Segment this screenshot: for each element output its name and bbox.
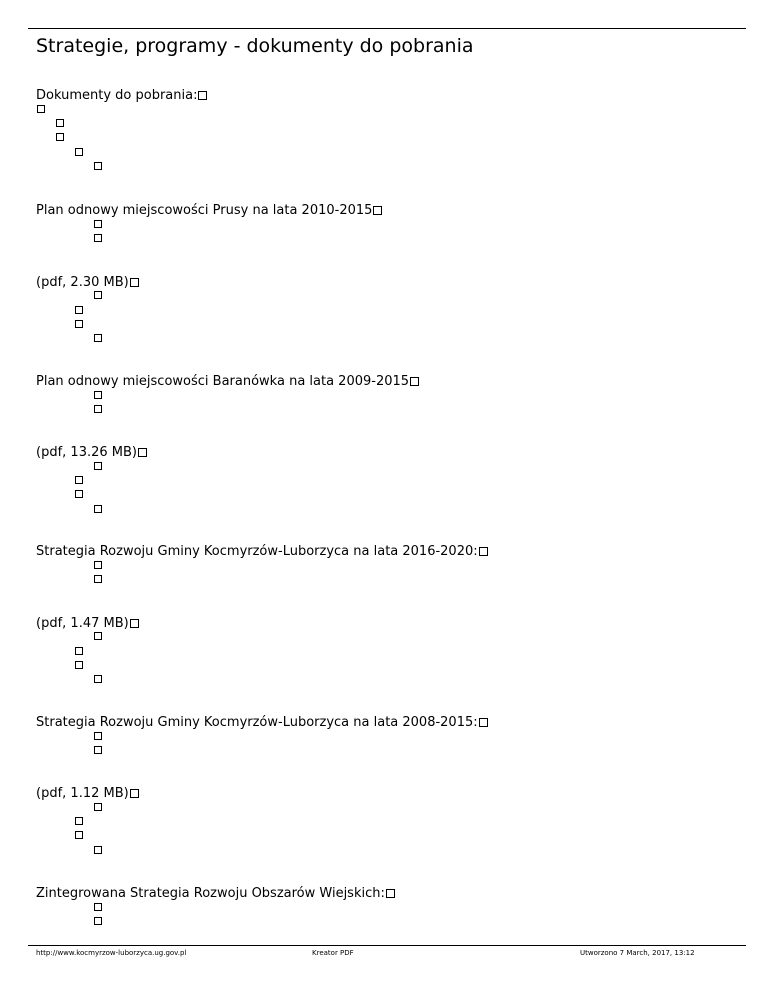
missing-glyph-icon — [94, 505, 102, 513]
missing-glyph-icon — [75, 320, 83, 328]
intro-text: Dokumenty do pobrania: — [36, 88, 198, 103]
missing-glyph-icon — [198, 91, 207, 100]
missing-glyph-icon — [94, 846, 102, 854]
footer-created: Utworzono 7 March, 2017, 13:12 — [580, 949, 695, 957]
doc4-meta: (pdf, 1.12 MB) — [36, 786, 129, 801]
missing-glyph-icon — [37, 105, 45, 113]
doc5-title-line[interactable] — [36, 886, 395, 902]
missing-glyph-icon — [94, 917, 102, 925]
missing-glyph-icon — [94, 220, 102, 228]
missing-glyph-icon — [94, 746, 102, 754]
header-rule — [28, 28, 746, 29]
doc4-title-link[interactable]: Strategia Rozwoju Gminy Kocmyrzów-Luborzyca na lata 2008-2015: — [36, 715, 478, 730]
footer-url[interactable]: http://www.kocmyrzow-luborzyca.ug.gov.pl — [36, 949, 187, 957]
missing-glyph-icon — [94, 803, 102, 811]
missing-glyph-icon — [75, 476, 83, 484]
missing-glyph-icon — [479, 547, 488, 556]
missing-glyph-icon — [130, 619, 139, 628]
missing-glyph-icon — [75, 490, 83, 498]
missing-glyph-icon — [94, 732, 102, 740]
doc2-meta: (pdf, 13.26 MB) — [36, 445, 137, 460]
footer-creator: Kreator PDF — [312, 949, 354, 957]
missing-glyph-icon — [94, 391, 102, 399]
missing-glyph-icon — [94, 561, 102, 569]
doc1-meta-line — [36, 275, 139, 291]
missing-glyph-icon — [373, 206, 382, 215]
missing-glyph-icon — [75, 661, 83, 669]
missing-glyph-icon — [410, 377, 419, 386]
doc4-title-line[interactable] — [36, 715, 488, 731]
missing-glyph-icon — [75, 148, 83, 156]
missing-glyph-icon — [386, 889, 395, 898]
missing-glyph-icon — [94, 234, 102, 242]
page-title: Strategie, programy - dokumenty do pobrania — [36, 35, 474, 57]
missing-glyph-icon — [94, 405, 102, 413]
missing-glyph-icon — [75, 306, 83, 314]
doc1-meta: (pdf, 2.30 MB) — [36, 275, 129, 290]
doc2-title-link[interactable]: Plan odnowy miejscowości Baranówka na lata 2009-2015 — [36, 374, 410, 389]
missing-glyph-icon — [75, 817, 83, 825]
missing-glyph-icon — [75, 831, 83, 839]
missing-glyph-icon — [94, 334, 102, 342]
doc2-title-line[interactable] — [36, 374, 419, 390]
missing-glyph-icon — [138, 448, 147, 457]
missing-glyph-icon — [130, 789, 139, 798]
doc3-meta-line — [36, 616, 139, 632]
intro-line — [36, 88, 207, 104]
missing-glyph-icon — [94, 575, 102, 583]
doc2-meta-line — [36, 445, 147, 461]
doc3-meta: (pdf, 1.47 MB) — [36, 616, 129, 631]
footer-rule — [28, 945, 746, 946]
missing-glyph-icon — [56, 119, 64, 127]
doc1-title-line[interactable] — [36, 203, 382, 219]
doc3-title-link[interactable]: Strategia Rozwoju Gminy Kocmyrzów-Luborzyca na lata 2016-2020: — [36, 544, 478, 559]
doc4-meta-line — [36, 786, 139, 802]
missing-glyph-icon — [94, 162, 102, 170]
doc3-title-line[interactable] — [36, 544, 488, 560]
missing-glyph-icon — [94, 675, 102, 683]
missing-glyph-icon — [479, 718, 488, 727]
missing-glyph-icon — [94, 632, 102, 640]
missing-glyph-icon — [130, 278, 139, 287]
missing-glyph-icon — [94, 462, 102, 470]
missing-glyph-icon — [56, 133, 64, 141]
missing-glyph-icon — [94, 291, 102, 299]
doc1-title-link[interactable]: Plan odnowy miejscowości Prusy na lata 2010-2015 — [36, 203, 373, 218]
doc5-title-link[interactable]: Zintegrowana Strategia Rozwoju Obszarów Wiejskich: — [36, 886, 385, 901]
missing-glyph-icon — [94, 903, 102, 911]
missing-glyph-icon — [75, 647, 83, 655]
